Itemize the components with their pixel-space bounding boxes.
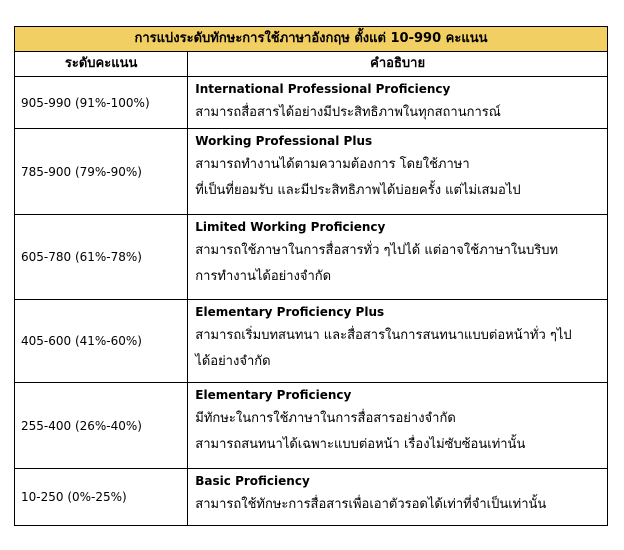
description-line: การทำงานได้อย่างจำกัด [195, 269, 332, 284]
description-cell [188, 300, 608, 383]
table-row [15, 77, 608, 129]
score-range: 405-600 (41%-60%) [15, 300, 188, 383]
description-line: สามารถสนทนาได้เฉพาะแบบต่อหน้า เรื่องไม่ซับซ้อนเท่านั้น [195, 437, 526, 452]
table-row [15, 383, 608, 469]
table-row [15, 215, 608, 300]
level-name: Elementary Proficiency Plus [195, 305, 385, 319]
level-name: Limited Working Proficiency [195, 220, 386, 234]
description-line: สามารถใช้ทักษะการสื่อสารเพื่อเอาตัวรอดได้เท่าที่จำเป็นเท่านั้น [195, 497, 547, 512]
table-row [15, 129, 608, 215]
column-header-range: ระดับคะแนน [15, 52, 188, 77]
description-line: สามารถทำงานได้ตามความต้องการ โดยใช้ภาษา [195, 157, 470, 172]
column-header-description: คำอธิบาย [188, 52, 608, 77]
description-cell [188, 129, 608, 215]
score-level-table [14, 26, 608, 526]
score-range: 905-990 (91%-100%) [15, 77, 188, 129]
description-line: สามารถใช้ภาษาในการสื่อสารทั่ว ๆไปได้ แต่อาจใช้ภาษาในบริบท [195, 243, 559, 258]
score-range: 10-250 (0%-25%) [15, 469, 188, 526]
description-cell [188, 383, 608, 469]
toeic-level-sheet [14, 26, 608, 526]
description-line: สามารถเริ่มบทสนทนา และสื่อสารในการสนทนาแบบต่อหน้าทั่ว ๆไป [195, 328, 572, 343]
description-cell [188, 469, 608, 526]
score-range: 605-780 (61%-78%) [15, 215, 188, 300]
description-line: สามารถสื่อสารได้อย่างมีประสิทธิภาพในทุกสถานการณ์ [195, 105, 501, 120]
table-row [15, 469, 608, 526]
table-row [15, 300, 608, 383]
level-name: Basic Proficiency [195, 474, 310, 488]
header-row [15, 52, 608, 77]
description-cell [188, 77, 608, 129]
score-range: 785-900 (79%-90%) [15, 129, 188, 215]
description-cell [188, 215, 608, 300]
level-name: International Professional Proficiency [195, 82, 451, 96]
score-range: 255-400 (26%-40%) [15, 383, 188, 469]
level-name: Working Professional Plus [195, 134, 373, 148]
description-line: มีทักษะในการใช้ภาษาในการสื่อสารอย่างจำกัด [195, 411, 456, 426]
title-row [15, 27, 608, 52]
table-title: การแบ่งระดับทักษะการใช้ภาษาอังกฤษ ตั้งแต่ 10-990 คะแนน [15, 27, 608, 52]
level-name: Elementary Proficiency [195, 388, 352, 402]
description-line: ที่เป็นที่ยอมรับ และมีประสิทธิภาพได้บ่อยครั้ง แต่ไม่เสมอไป [195, 183, 521, 198]
description-line: ได้อย่างจำกัด [195, 354, 271, 369]
